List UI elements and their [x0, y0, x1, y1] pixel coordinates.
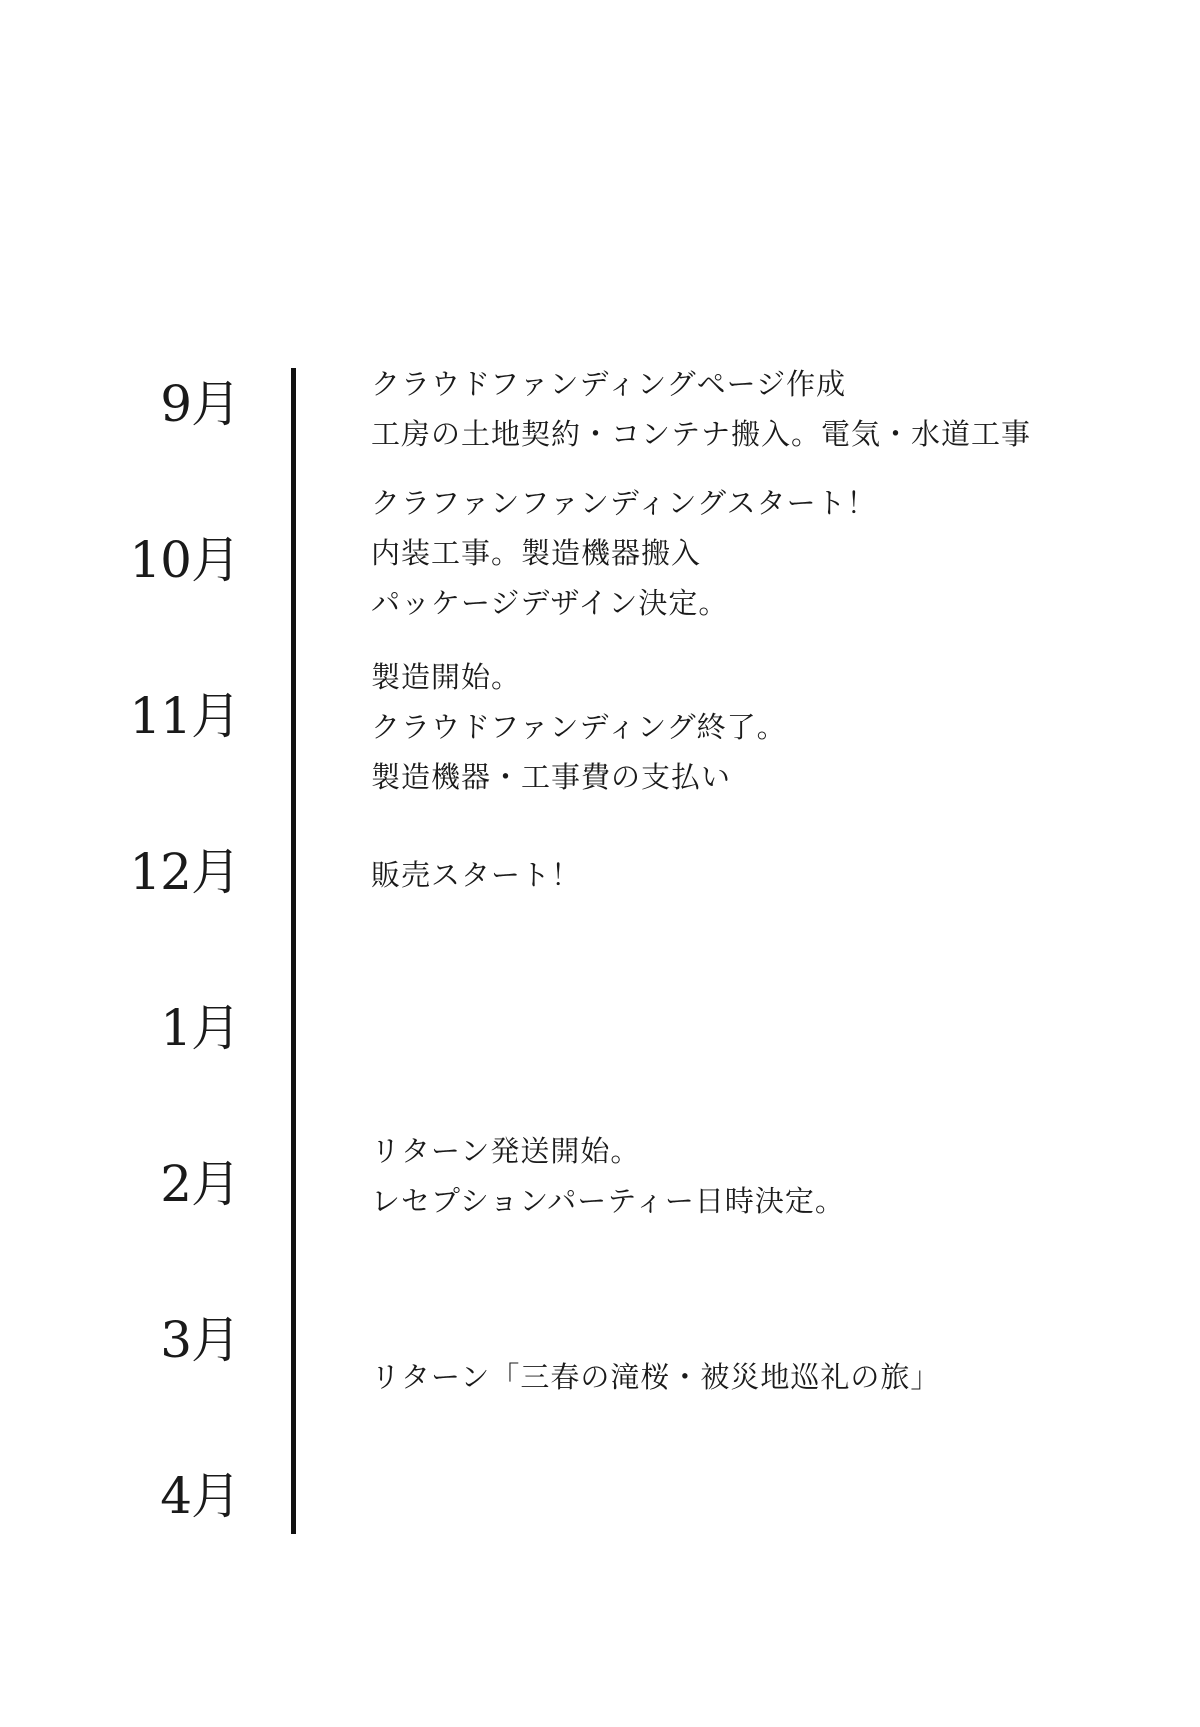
entry-mar — [371, 1352, 1151, 1402]
entry-line: 工房の土地契約・コンテナ搬入。電気・水道工事 — [371, 417, 1032, 451]
entry-line: リターン発送開始。 — [371, 1134, 641, 1168]
entry-nov — [371, 652, 1151, 802]
entry-feb — [371, 1126, 1151, 1226]
month-label-dec: 12月 — [129, 843, 240, 901]
month-label-oct: 10月 — [129, 531, 240, 589]
entry-dec — [371, 850, 1151, 900]
entry-line: クラウドファンディングページ作成 — [371, 367, 847, 401]
entry-sep — [371, 359, 1151, 459]
entry-line: リターン「三春の滝桜・被災地巡礼の旅」 — [371, 1360, 941, 1394]
month-label-jan: 1月 — [160, 999, 240, 1057]
entry-line: レセプションパーティー日時決定。 — [371, 1184, 845, 1218]
month-label-sep: 9月 — [160, 375, 240, 433]
month-label-apr: 4月 — [160, 1467, 240, 1525]
entry-line: パッケージデザイン決定。 — [371, 586, 729, 620]
entry-line: クラウドファンディング終了。 — [371, 710, 787, 744]
entry-oct — [371, 478, 1151, 628]
entry-line: 内装工事。製造機器搬入 — [371, 536, 702, 570]
month-label-mar: 3月 — [160, 1311, 240, 1369]
entry-line: 販売スタート！ — [371, 858, 582, 892]
month-label-nov: 11月 — [129, 687, 240, 745]
month-label-feb: 2月 — [160, 1155, 240, 1213]
entry-line: 製造機器・工事費の支払い — [371, 760, 732, 794]
timeline-divider — [291, 368, 296, 1534]
entry-line: 製造開始。 — [371, 660, 522, 694]
entry-line: クラファンファンディングスタート！ — [371, 486, 877, 520]
